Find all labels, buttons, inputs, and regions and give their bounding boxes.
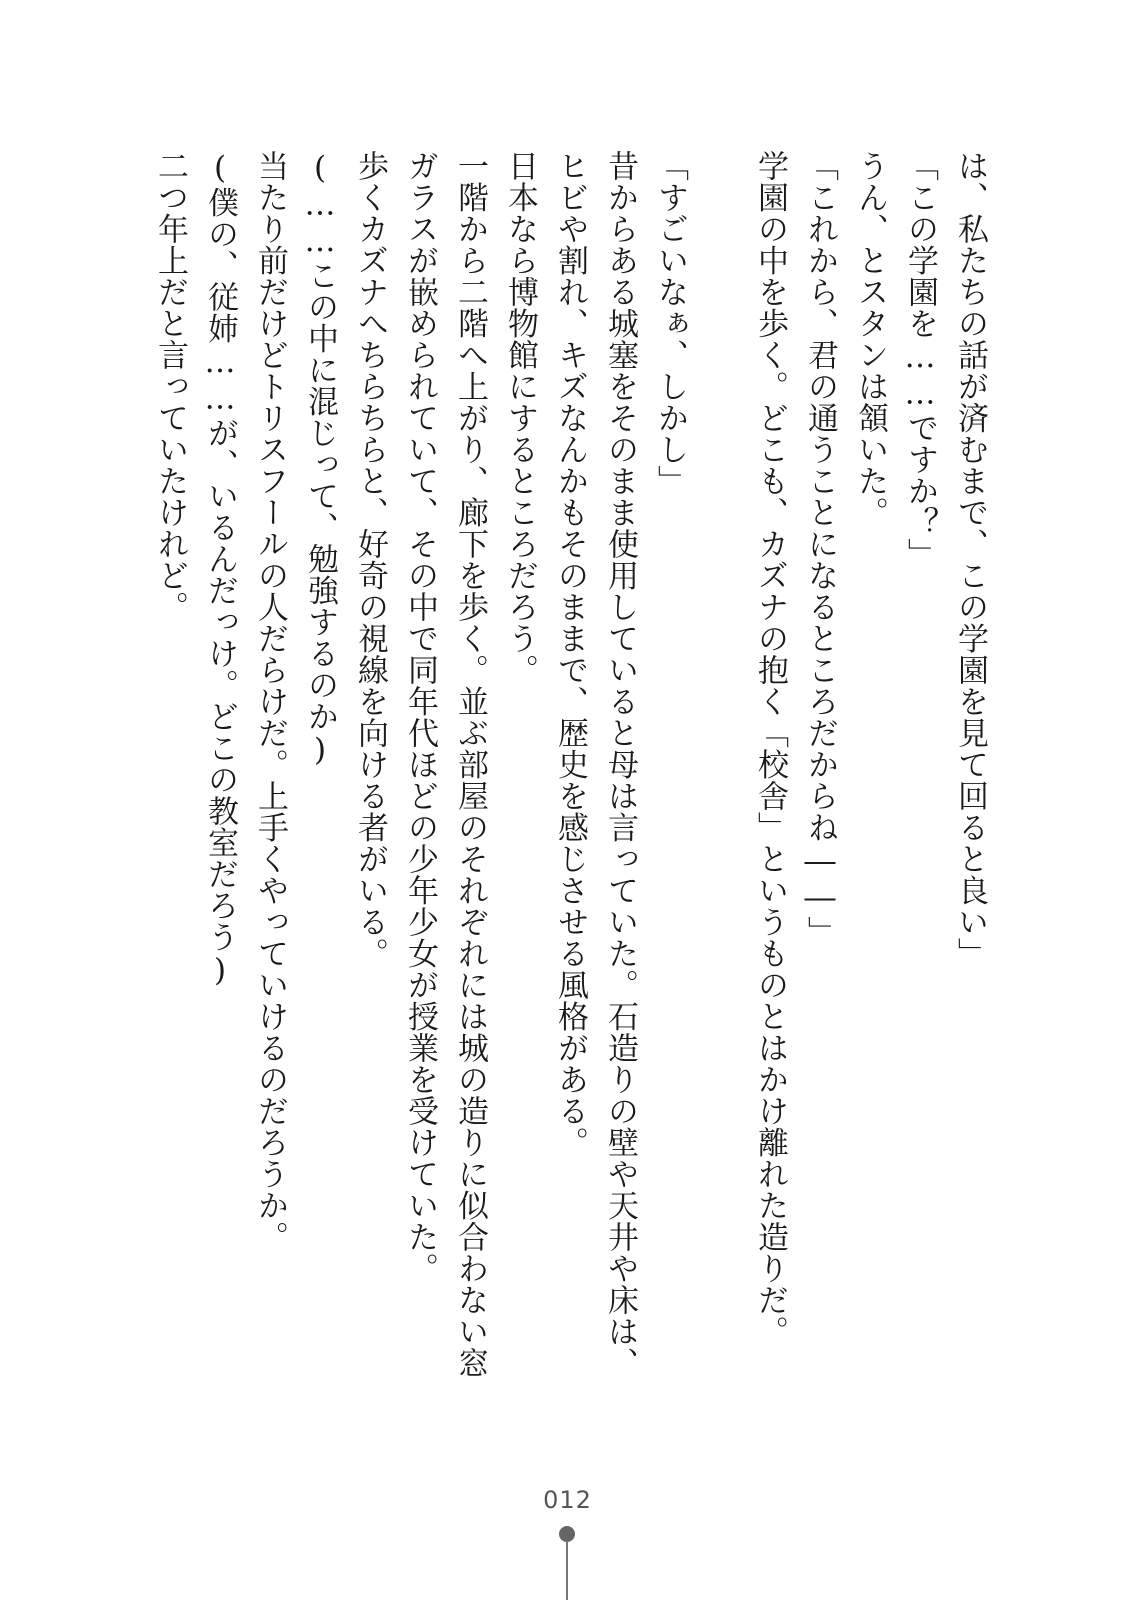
text-line: は、私たちの話が済むまで、この学園を見て回ると良い」 — [952, 150, 988, 969]
text-line: 日本なら博物館にするところだろう。 — [502, 150, 538, 686]
text-line: 一階から二階へ上がり、廊下を歩く。並ぶ部屋のそれぞれには城の造りに似合わない窓 — [452, 150, 488, 1379]
page-number: 012 — [543, 1486, 592, 1514]
text-line: 当たり前だけどトリスフールの人だらけだ。上手くやっていけるのだろうか。 — [252, 150, 288, 1253]
text-line: (僕の、従姉……が、いるんだっけ。どこの教室だろう) — [202, 150, 238, 989]
folio-line-ornament — [566, 1542, 568, 1600]
text-line: 「すごいなぁ、しかし」 — [652, 150, 688, 497]
text-line: 「これから、君の通うことになるところだからね――」 — [802, 150, 838, 948]
folio-dot-ornament — [559, 1526, 575, 1542]
text-line: ヒビや割れ、キズなんかもそのままで、歴史を感じさせる風格がある。 — [552, 150, 588, 1158]
text-line: 「この学園を……ですか？」 — [902, 150, 938, 570]
text-line: ガラスが嵌められていて、その中で同年代ほどの少年少女が授業を受けていた。 — [402, 150, 438, 1284]
text-line: うん、とスタンは頷いた。 — [852, 150, 888, 528]
text-line: 歩くカズナへちらちらと、好奇の視線を向ける者がいる。 — [352, 150, 388, 969]
text-line: 学園の中を歩く。どこも、カズナの抱く「校舎」というものとはかけ離れた造りだ。 — [752, 150, 788, 1347]
text-line: (……この中に混じって、勉強するのか) — [302, 150, 338, 769]
text-line: 二つ年上だと言っていたけれど。 — [152, 150, 188, 623]
text-line: 昔からある城塞をそのまま使用していると母は言っていた。石造りの壁や天井や床は、 — [602, 150, 638, 1379]
body-text — [125, 150, 995, 1480]
